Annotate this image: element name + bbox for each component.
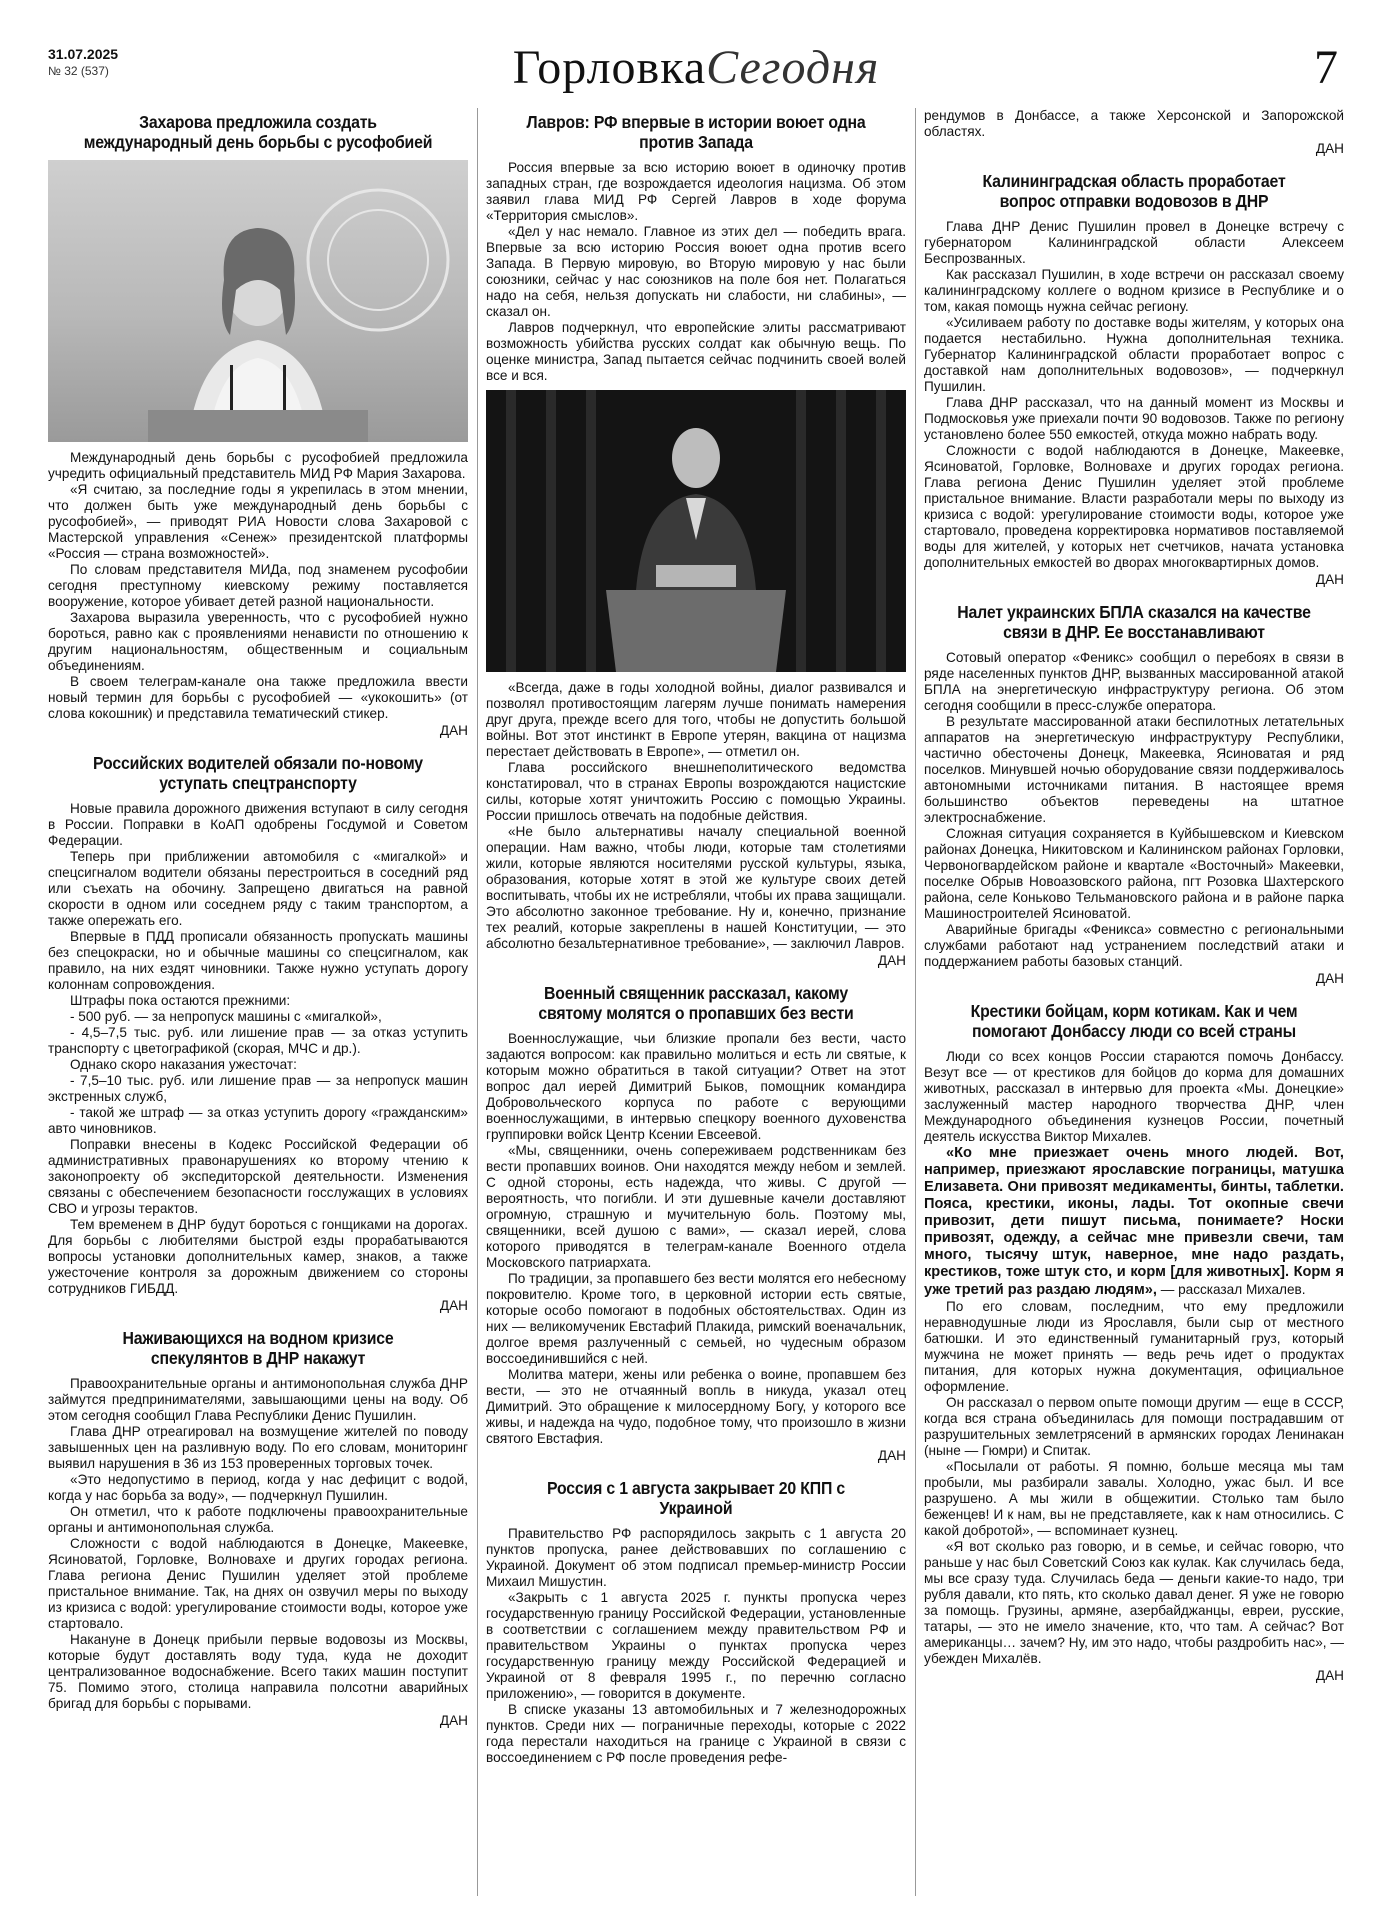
paragraph: Международный день борьбы с русофобией предложила учредить официальный представитель МИД РФ Мария Захарова. bbox=[48, 450, 468, 481]
paragraph: Сложности с водой наблюдаются в Донецке, Макеевке, Ясиноватой, Горловке, Волновахе и других городах региона. Глава региона Денис Пушилин уделяет этой проблеме пристальное внимание. Власти разработали меры по выходу из кризиса с водой: урегулирование стоимости воды, которое уже стартовало, проведена корректировка нормативов поставляемой воды для жителей, у которых нет счетчиков, начата установка дополнительных емкостей во дворах многоквартирных домов. bbox=[924, 443, 1344, 570]
article-body-lavrov-continued bbox=[486, 680, 906, 952]
column-1 bbox=[48, 108, 468, 1898]
title-sub: Сегодня bbox=[706, 41, 880, 94]
article-source: ДАН bbox=[439, 1713, 468, 1728]
paragraph: - 500 руб. — за непропуск машины с «мигалкой», bbox=[70, 1009, 382, 1024]
paragraph: Военнослужащие, чьи близкие пропали без вести, часто задаются вопросом: как правильно молиться и есть ли святые, к которым можно обратиться в такой ситуации? Ответ на этот вопрос дал иерей Димитрий Быков, помощник командира Добровольческого корпуса по работе с верующими военнослужащими, в интервью спецкору военного духовенства группировки войск Центр Ксении Евсеевой. bbox=[486, 1031, 906, 1142]
paragraph: По традиции, за пропавшего без вести молятся его небесному покровителю. Кроме того, в церковной истории есть святые, которые особо помогают в подобных обстоятельствах. Один из них — великомученик Евстафий Плакида, римский военачальник, долгое время разлученный с семьей, но чудесным образом воссоединившийся с ней. bbox=[486, 1271, 906, 1366]
article-body-lavrov bbox=[486, 160, 906, 384]
quote-attribution: — рассказал Михалев. bbox=[1156, 1282, 1306, 1297]
article-body-checkpoints bbox=[486, 1526, 906, 1766]
paragraph: Россия впервые за всю историю воюет в одиночку против западных стран, где возрождается идеология нацизма. Об этом заявил глава МИД РФ Сергей Лавров в ходе форума «Территория смыслов». bbox=[486, 160, 906, 223]
paragraph: Впервые в ПДД прописали обязанность пропускать машины без спецокраски, но и обычные машины со спецсигналом, как правило, на них ездят чиновники. Также нужно уступать дорогу колоннам сопровождения. bbox=[48, 929, 468, 992]
paragraph: Глава ДНР отреагировал на возмущение жителей по поводу завышенных цен на разливную воду. По его словам, мониторинг выявил нарушения в 36 из 153 проверенных торговых точек. bbox=[48, 1424, 468, 1471]
article-title-zakharova: Захарова предложила создать международный день борьбы с русофобией bbox=[83, 112, 433, 152]
paragraph: В списке указаны 13 автомобильных и 7 железнодорожных пунктов. Среди них — пограничные переходы, которые с 2022 года перестали находиться на границе с Украиной в связи с воссоединением с РФ после проведения рефе- bbox=[486, 1702, 906, 1765]
paragraph: Как рассказал Пушилин, в ходе встречи он рассказал своему калининградскому коллеге о водном кризисе в Республике и о том, какая помощь нужна сейчас региону. bbox=[924, 267, 1344, 314]
portrait-figure-image bbox=[48, 160, 468, 442]
photo-lavrov bbox=[486, 390, 906, 672]
paragraph: По словам представителя МИДа, под знаменем русофобии сегодня преступному киевскому режиму поставляется вооружение, которое убивает детей разной национальности. bbox=[48, 562, 468, 609]
paragraph: В своем телеграм-канале она также предложила ввести новый термин для борьбы с русофобией — «укокошить» (от слова кокошник) и представила тематический стикер. bbox=[48, 674, 468, 721]
paragraph: По его словам, последним, что ему предложили неравнодушные люди из Ярославля, были сыр от местного батюшки. И это единственный гуманитарный груз, который мужчина не может принять — ведь речь идет о продуктах питания, для которых нужна документация, официальное оформление. bbox=[924, 1299, 1344, 1394]
newspaper-title bbox=[48, 40, 1344, 96]
article-source: ДАН bbox=[1315, 971, 1344, 986]
page-number: 7 bbox=[1314, 41, 1338, 94]
title-main: Горловка bbox=[512, 41, 707, 94]
article-title-priest: Военный священник рассказал, какому святому молятся о пропавших без вести bbox=[538, 983, 854, 1023]
paragraph: Глава ДНР рассказал, что на данный момент из Москвы и Подмосковья уже приехали почти 90 водовозов. Также по региону установлено более 550 емкостей, откуда можно набрать воду. bbox=[924, 395, 1344, 442]
paragraph: «Посылали от работы. Я помню, больше месяца мы там пробыли, мы разбирали завалы. Холодно, ужас был. И все разрушено. А мы жили в общежитии. Столько там было беженцев! И к нам, вы не представляете, как к нам относились. С какой добротой», — вспоминает кузнец. bbox=[924, 1459, 1344, 1538]
article-source: ДАН bbox=[877, 1448, 906, 1463]
column-divider bbox=[915, 108, 916, 1896]
paragraph: Новые правила дорожного движения вступают в силу сегодня в России. Поправки в КоАП одобрены Госдумой и Советом Федерации. bbox=[48, 801, 468, 848]
issue-date: 31.07.2025 bbox=[48, 46, 119, 62]
paragraph: «Я вот сколько раз говорю, и в семье, и сейчас говорю, что раньше у нас был Советский Союз как кулак. Как случилась беда, мы все сразу туда. Случилась беда — деньги какие-то надо, три рубля давали, кто пять, кто сколько давал денег. Я уже не говорю за помощь. Грузины, армяне, азербайджанцы, евреи, русские, татары, — это не имело значение, кто, что там. А сейчас? Вот американцы… зачем? Ну, им это надо, чтобы раздробить нас», — убежден Михалёв. bbox=[924, 1539, 1344, 1666]
article-body-help bbox=[924, 1049, 1344, 1667]
article-body-drivers bbox=[48, 801, 468, 1297]
paragraph: Захарова выразила уверенность, что с русофобией нужно бороться, равно как с проявлениями ненависти по отношению к другим национальностям, общественным и социальным объединениям. bbox=[48, 610, 468, 673]
paragraph: «Это недопустимо в период, когда у нас дефицит с водой, когда у нас борьба за воду», — подчеркнул Пушилин. bbox=[48, 1472, 468, 1503]
article-body-kaliningrad bbox=[924, 219, 1344, 571]
paragraph: Лавров подчеркнул, что европейские элиты рассматривают возможность убийства русских солдат как обычную вещь. По оценке министра, Запад пытается сейчас подчинить своей волей все и вся. bbox=[486, 320, 906, 383]
article-source: ДАН bbox=[1315, 141, 1344, 156]
article-source: ДАН bbox=[439, 1298, 468, 1313]
article-body-priest bbox=[486, 1031, 906, 1447]
article-body-checkpoints-continued bbox=[924, 108, 1344, 140]
article-title-checkpoints: Россия с 1 августа закрывает 20 КПП с Украиной bbox=[546, 1478, 845, 1518]
paragraph: Теперь при приближении автомобиля с «мигалкой» и спецсигналом водители обязаны перестроиться в соседний ряд или съехать на обочину. Запрещено двигаться на равной скорости в одном или соседнем ряду с таким транспортом, а также опережать его. bbox=[48, 849, 468, 928]
issue-number: № 32 (537) bbox=[48, 64, 109, 78]
paragraph: - 4,5–7,5 тыс. руб. или лишение прав — за отказ уступить транспорту с цветографикой (скорая, МЧС и др.). bbox=[48, 1025, 468, 1056]
article-title-kaliningrad: Калининградская область проработает вопрос отправки водовозов в ДНР bbox=[982, 171, 1286, 211]
paragraph: Аварийные бригады «Феникса» совместно с региональными службами работают над устранением последствий атаки и поддержанием работы базовых станций. bbox=[924, 922, 1344, 969]
column-2 bbox=[486, 108, 906, 1898]
article-body-drones bbox=[924, 650, 1344, 970]
column-divider bbox=[477, 108, 478, 1896]
paragraph: - 7,5–10 тыс. руб. или лишение прав — за непропуск машин экстренных служб, bbox=[48, 1073, 468, 1104]
paragraph: - такой же штраф — за отказ уступить дорогу «гражданским» авто чиновников. bbox=[48, 1105, 468, 1136]
article-source: ДАН bbox=[1315, 572, 1344, 587]
paragraph: рендумов в Донбассе, а также Херсонской и Запорожской областях. bbox=[924, 108, 1344, 139]
speaker-at-podium-image bbox=[486, 390, 906, 672]
paragraph: «Не было альтернативы началу специальной военной операции. Нам важно, чтобы люди, которые там столетиями жили, которые являются носителями русской культуры, языка, образования, которые хотят в этой же культуре своих детей воспитывать, чтобы их не истребляли, чтобы их права защищали. Это абсолютно законное требование. Ну и, конечно, признание тех реалий, которые закреплены в нашей Конституции, — это абсолютно безальтернативное требование», — заключил Лавров. bbox=[486, 824, 906, 951]
article-title-speculators: Наживающихся на водном кризисе спекулянтов в ДНР накажут bbox=[122, 1328, 394, 1368]
article-title-drones: Налет украинских БПЛА сказался на качестве связи в ДНР. Ее восстанавливают bbox=[957, 602, 1311, 642]
article-title-lavrov: Лавров: РФ впервые в истории воюет одна против Запада bbox=[526, 112, 866, 152]
article-title-drivers: Российских водителей обязали по-новому уступать спецтранспорту bbox=[93, 753, 423, 793]
paragraph: Сложная ситуация сохраняется в Куйбышевском и Киевском районах Донецка, Никитовском и Калининском районах Горловки, Червоногвардейском районе и квартале «Восточный» Макеевки, поселке Обрыв Новоазовского района, пгт Розовка Шахтерского района, селе Коньково Тельмановского района и в районе парка Машиностроителей Ясиноватой. bbox=[924, 826, 1344, 921]
paragraph: «Усиливаем работу по доставке воды жителям, у которых она подается нестабильно. Нужна дополнительная техника. Губернатор Калининградской области проработает вопрос с доставкой нам дополнительных водовозов», — подчеркнул Пушилин. bbox=[924, 315, 1344, 394]
paragraph: Он рассказал о первом опыте помощи другим — еще в СССР, когда вся страна объединилась для помощи пострадавшим от разрушительных землетрясений в армянских городах Ленинакан (ныне — Гюмри) и Спитак. bbox=[924, 1395, 1344, 1458]
masthead bbox=[48, 38, 1344, 100]
bold-quote-text: «Ко мне приезжает очень много людей. Вот, например, приезжают ярославские пограницы, матушка Елизавета. Они привозят медикаменты, бинты, таблетки. Пояса, крестики, иконы, лады. Тот окопные свечи привозит, дети пишут письма, понимаете? Носки привозят, одежду, а сейчас мне привезли свечи, там много, тысячу штук, наверное, мне надо раздать, крестиков, тоже штук сто, и корм [для животных]. Корм я уже третий раз раздаю людям», bbox=[924, 1145, 1344, 1298]
article-source: ДАН bbox=[439, 723, 468, 738]
paragraph: Поправки внесены в Кодекс Российской Федерации об административных правонарушениях ко второму чтению к законопроекту об экспедиторской деятельности. Изменения связаны с обеспечением безопасности госслужащих в условиях СВО и угрозы терактов. bbox=[48, 1137, 468, 1216]
paragraph: Правительство РФ распорядилось закрыть с 1 августа 20 пунктов пропуска, ранее действовавших по соглашению с Украиной. Документ об этом подписал премьер-министр России Михаил Мишустин. bbox=[486, 1526, 906, 1589]
article-title-help: Крестики бойцам, корм котикам. Как и чем помогают Донбассу люди со всей страны bbox=[970, 1001, 1298, 1041]
paragraph: Он отметил, что к работе подключены правоохранительные органы и антимонопольная служба. bbox=[48, 1504, 468, 1535]
paragraph: Тем временем в ДНР будут бороться с гонщиками на дорогах. Для борьбы с любителями быстрой езды прорабатываются вопросы установки дополнительных камер, знаков, а также ужесточение контроля за дорожным движением со стороны сотрудников ГИБДД. bbox=[48, 1217, 468, 1296]
paragraph: Молитва матери, жены или ребенка о воине, пропавшем без вести, — это не отчаянный вопль в никуда, указал отец Димитрий. Это обращение к милосердному Богу, у которого все живы, и надежда на чудо, подобное тому, что произошло в жизни святого Евстафия. bbox=[486, 1367, 906, 1446]
article-source: ДАН bbox=[1315, 1668, 1344, 1683]
paragraph: «Я считаю, за последние годы я укрепилась в этом мнении, что должен быть уже международный день борьбы с русофобией», — приводят РИА Новости слова Захаровой с Мастерской управления «Сенеж» президентской платформы «Россия — страна возможностей». bbox=[48, 482, 468, 561]
article-body-speculators bbox=[48, 1376, 468, 1712]
paragraph: Сотовый оператор «Феникс» сообщил о перебоях в связи в ряде населенных пунктов ДНР, вызванных массированной атакой БПЛА на энергетическую инфраструктуру региона. Об этом сегодня сообщили в пресс-службе оператора. bbox=[924, 650, 1344, 713]
paragraph: Правоохранительные органы и антимонопольная служба ДНР займутся предпринимателями, завышающими цены на воду. Об этом сегодня сообщил Глава Республики Денис Пушилин. bbox=[48, 1376, 468, 1423]
paragraph: В результате массированной атаки беспилотных летательных аппаратов на энергетическую инфраструктуру Республики, частично обесточены Донецк, Макеевка, Ясиноватая и ряд поселков. Минувшей ночью оборудование связи поддерживалось автономными источниками питания. В настоящее время большинство объектов переведены на штатное электроснабжение. bbox=[924, 714, 1344, 825]
article-body-zakharova bbox=[48, 450, 468, 722]
column-3 bbox=[924, 108, 1344, 1898]
paragraph: «Всегда, даже в годы холодной войны, диалог развивался и позволял противостоящим лагерям лучше понимать намерения друг друга, прежде всего для того, чтобы не допустить большой войны. Вот этот инстинкт в Европе утерян, вакцина от нацизма перестает действовать в Европе», — отметил он. bbox=[486, 680, 906, 759]
article-source: ДАН bbox=[877, 953, 906, 968]
paragraph: Люди со всех концов России стараются помочь Донбассу. Везут все — от крестиков для бойцов до корма для домашних животных, рассказал в интервью для проекта «Мы. Донецкие» заслуженный мастер народного творчества ДНР, член Международного объединения кузнецов России, почетный деятель искусства Виктор Михалев. bbox=[924, 1049, 1344, 1144]
paragraph: «Дел у нас немало. Главное из этих дел — победить врага. Впервые за всю историю Россия воюет одна против всего Запада. В Первую мировую, во Вторую мировую у нас были союзники, сейчас у нас союзников на поле боя нет. Полагаться надо на себя, нельзя допускать ни слабости, ни слабины», — сказал он. bbox=[486, 224, 906, 319]
photo-zakharova bbox=[48, 160, 468, 442]
paragraph: Однако скоро наказания ужесточат: bbox=[70, 1057, 297, 1072]
paragraph: Глава ДНР Денис Пушилин провел в Донецке встречу с губернатором Калининградской области Алексеем Беспрозванных. bbox=[924, 219, 1344, 266]
paragraph: «Мы, священники, очень сопереживаем родственникам без вести пропавших воинов. Они находятся между небом и землей. С одной стороны, есть надежда, что живы. С другой — вероятность, что погибли. И эти душевные качели доставляют огромную, страшную и мучительную боль. Поэтому мы, священники, всей душою с вами», — сказал иерей, слова которого приводятся в телеграм-канале Военного отдела Московского патриархата. bbox=[486, 1143, 906, 1270]
paragraph: «Закрыть с 1 августа 2025 г. пункты пропуска через государственную границу Российской Федерации, установленные в соответствии с соглашением между правительством РФ и правительством Украины о пунктах пропуска через государственную границу между Российской Федерацией и Украиной от 8 февраля 1995 г., по перечню согласно приложению», — говорится в документе. bbox=[486, 1590, 906, 1701]
paragraph: Сложности с водой наблюдаются в Донецке, Макеевке, Ясиноватой, Горловке, Волновахе и других городах региона. Глава региона Денис Пушилин уделяет этой проблеме пристальное внимание. Так, на днях он озвучил меры по выходу из кризиса с водой: урегулирование стоимости воды, которое уже стартовало. bbox=[48, 1536, 468, 1631]
paragraph: Накануне в Донецк прибыли первые водовозы из Москвы, которые будут доставлять воду туда, куда не доходит централизованное водоснабжение. Всего таких машин поступит 75. Помимо этого, столица направила полсотни аварийных бригад для борьбы с порывами. bbox=[48, 1632, 468, 1711]
paragraph: Штрафы пока остаются прежними: bbox=[70, 993, 291, 1008]
bold-quote bbox=[924, 1145, 1344, 1299]
paragraph: Глава российского внешнеполитического ведомства констатировал, что в странах Европы возрождаются нацистские силы, которые хотят уничтожить Россию с помощью Украины. России пришлось отвечать на подобные действия. bbox=[486, 760, 906, 823]
